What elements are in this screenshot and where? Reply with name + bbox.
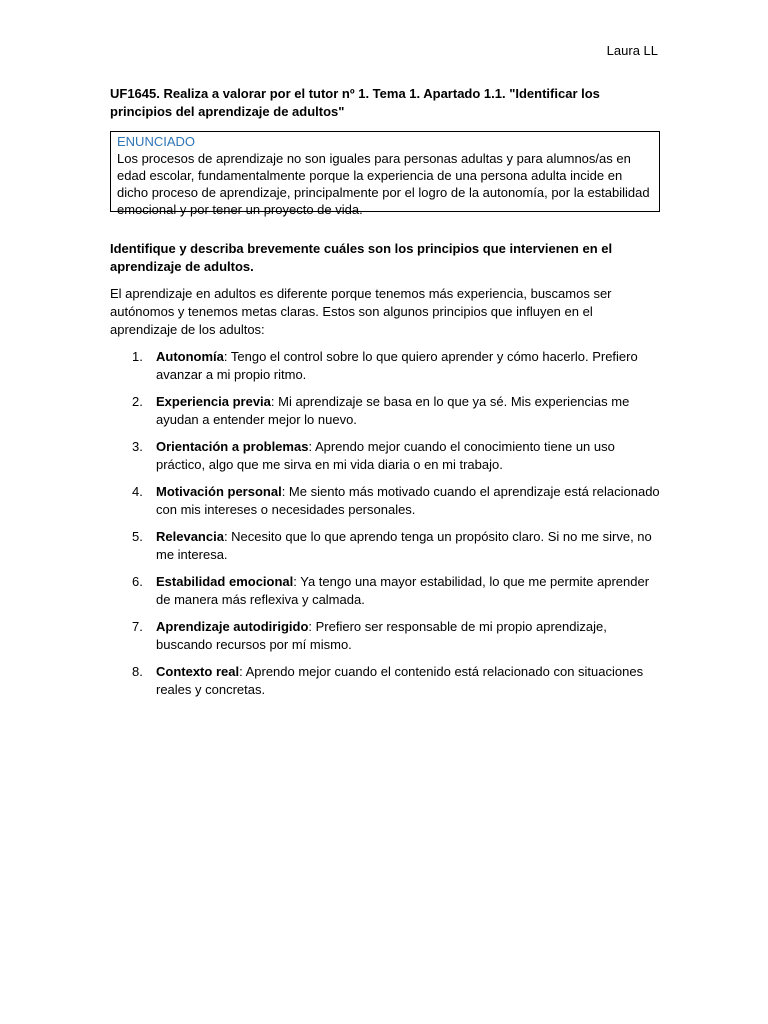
principle-description: : Tengo el control sobre lo que quiero aprender y cómo hacerlo. Prefiero avanzar a mi propio ritmo. — [156, 349, 638, 382]
principle-term: Aprendizaje autodirigido — [156, 619, 309, 634]
principle-description: : Aprendo mejor cuando el contenido está relacionado con situaciones reales y concretas. — [156, 664, 644, 697]
principle-description: : Aprendo mejor cuando el conocimiento tiene un uso práctico, algo que me sirva en mi vida diaria o en mi trabajo. — [156, 439, 615, 472]
principles-list — [110, 348, 662, 708]
statement-box — [110, 131, 660, 217]
list-number: 3. — [132, 439, 143, 454]
principle-description: : Me siento más motivado cuando el aprendizaje está relacionado con mis intereses o necesidades personales. — [156, 484, 660, 517]
principle-description: : Ya tengo una mayor estabilidad, lo que me permite aprender de manera más reflexiva y calmada. — [156, 574, 650, 607]
statement-label: ENUNCIADO — [117, 134, 196, 149]
principle-description: : Mi aprendizaje se basa en lo que ya sé. Mis experiencias me ayudan a entender mejor lo nuevo. — [156, 394, 630, 427]
principle-term: Autonomía — [156, 349, 224, 364]
list-item — [110, 663, 662, 699]
document-title: UF1645. Realiza a valorar por el tutor nº 1. Tema 1. Apartado 1.1. "Identificar los principios del aprendizaje de adultos" — [110, 86, 600, 119]
principle-term: Estabilidad emocional — [156, 574, 294, 589]
list-number: 8. — [132, 664, 143, 679]
list-item — [110, 618, 662, 654]
principle-description: : Prefiero ser responsable de mi propio aprendizaje, buscando recursos por mí mismo. — [156, 619, 607, 652]
list-item — [110, 573, 662, 609]
list-item — [110, 393, 662, 429]
list-number: 7. — [132, 619, 143, 634]
principle-term: Experiencia previa — [156, 394, 271, 409]
list-number: 2. — [132, 394, 143, 409]
list-item — [110, 528, 662, 564]
principle-term: Contexto real — [156, 664, 240, 679]
author-name: Laura LL — [606, 43, 658, 58]
list-number: 4. — [132, 484, 143, 499]
principle-term: Relevancia — [156, 529, 224, 544]
principle-description: : Necesito que lo que aprendo tenga un propósito claro. Si no me sirve, no me interesa. — [156, 529, 652, 562]
list-number: 6. — [132, 574, 143, 589]
list-number: 1. — [132, 349, 143, 364]
intro-paragraph: El aprendizaje en adultos es diferente porque tenemos más experiencia, buscamos ser autónomos y tenemos metas claras. Estos son algunos principios que influyen en el aprendizaje de los adultos: — [110, 286, 612, 337]
list-item — [110, 483, 662, 519]
list-item — [110, 348, 662, 384]
list-number: 5. — [132, 529, 143, 544]
statement-text: Los procesos de aprendizaje no son iguales para personas adultas y para alumnos/as en edad escolar, fundamentalmente porque la experiencia de una persona adulta incide en dicho proceso de aprendizaje, principalmente por el logro de la autonomía, por la estabilidad emocional y por tener un proyecto de vida. — [117, 151, 650, 217]
principle-term: Motivación personal — [156, 484, 282, 499]
question-heading: Identifique y describa brevemente cuáles son los principios que intervienen en el aprendizaje de adultos. — [110, 241, 613, 274]
principle-term: Orientación a problemas — [156, 439, 309, 454]
list-item — [110, 438, 662, 474]
